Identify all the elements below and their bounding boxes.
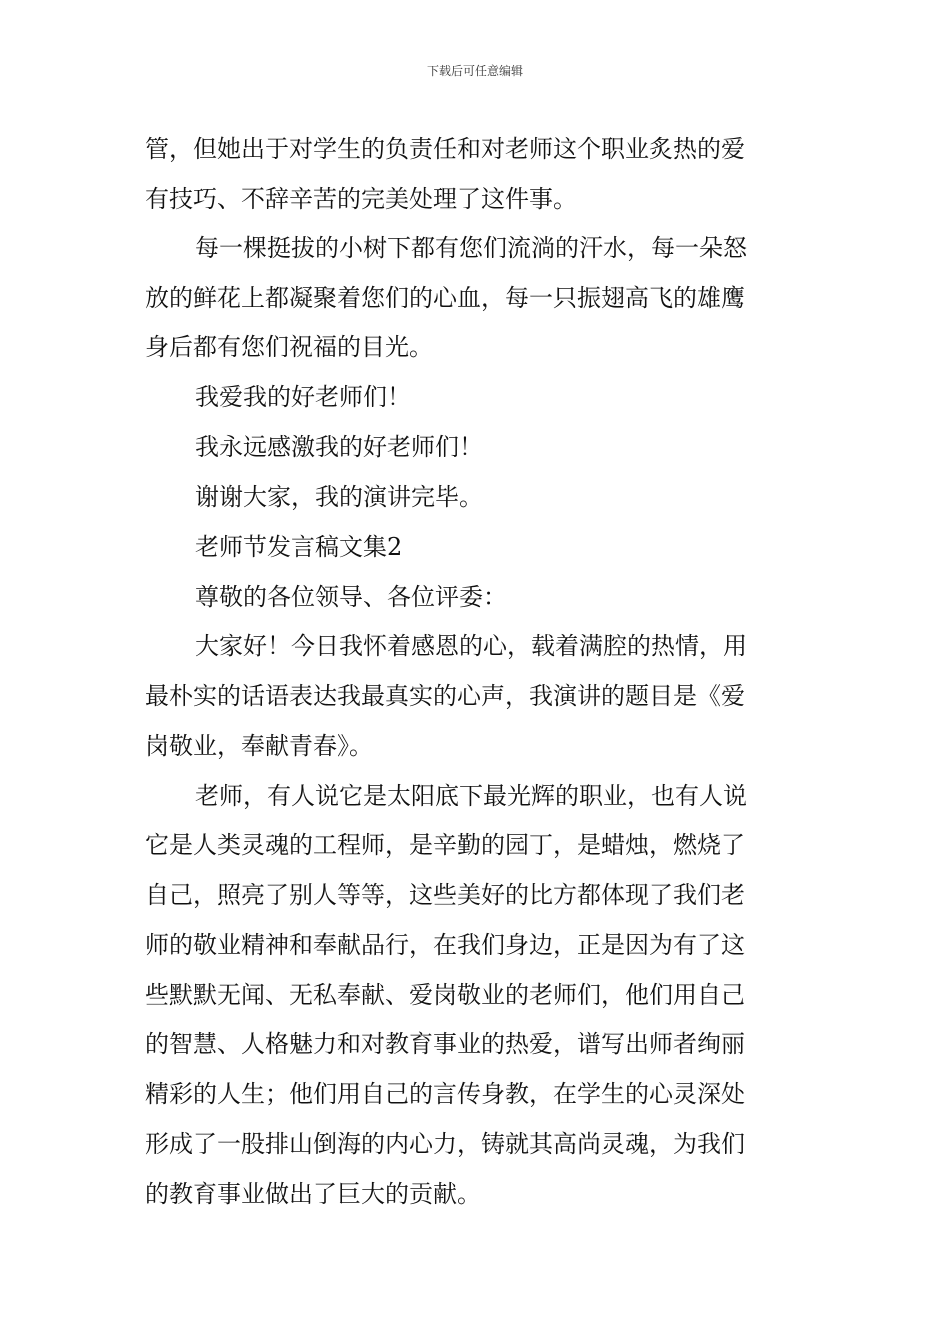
paragraph-first-line: 每一棵挺拔的小树下都有您们流淌的汗水，每一朵怒 [195, 234, 747, 262]
text-line: 管，但她出于对学生的负责任和对老师这个职业炙热的爱 [145, 135, 745, 163]
paragraph-first-line: 谢谢大家，我的演讲完毕。 [195, 483, 483, 511]
paragraph-first-line: 老师，有人说它是太阳底下最光辉的职业，也有人说 [195, 782, 747, 810]
text-line: 最朴实的话语表达我最真实的心声，我演讲的题目是《爱 [145, 682, 745, 710]
text-line: 自己，照亮了别人等等，这些美好的比方都体现了我们老 [145, 881, 745, 909]
text-line: 的智慧、人格魅力和对教育事业的热爱，谱写出师者绚丽 [145, 1030, 745, 1058]
text-line: 身后都有您们祝福的目光。 [145, 333, 433, 361]
paragraph-first-line: 我永远感激我的好老师们！ [195, 433, 483, 461]
text-line: 它是人类灵魂的工程师，是辛勤的园丁，是蜡烛，燃烧了 [145, 831, 745, 859]
text-line: 些默默无闻、无私奉献、爱岗敬业的老师们，他们用自己 [145, 981, 745, 1009]
salutation: 尊敬的各位领导、各位评委： [195, 583, 507, 611]
page-header-note: 下载后可任意编辑 [426, 64, 523, 78]
text-line: 岗敬业，奉献青春》。 [145, 732, 373, 760]
text-line: 精彩的人生；他们用自己的言传身教，在学生的心灵深处 [145, 1080, 745, 1108]
text-line: 有技巧、不辞辛苦的完美处理了这件事。 [145, 185, 577, 213]
text-line: 师的敬业精神和奉献品行，在我们身边，正是因为有了这 [145, 931, 745, 959]
text-line: 放的鲜花上都凝聚着您们的心血，每一只振翅高飞的雄鹰 [145, 284, 745, 312]
paragraph-first-line: 大家好！今日我怀着感恩的心，载着满腔的热情，用 [195, 632, 747, 660]
section-title: 老师节发言稿文集2 [195, 533, 403, 561]
text-line: 形成了一股排山倒海的内心力，铸就其高尚灵魂，为我们 [145, 1130, 745, 1158]
paragraph-first-line: 我爱我的好老师们！ [195, 383, 411, 411]
text-line: 的教育事业做出了巨大的贡献。 [145, 1180, 481, 1208]
